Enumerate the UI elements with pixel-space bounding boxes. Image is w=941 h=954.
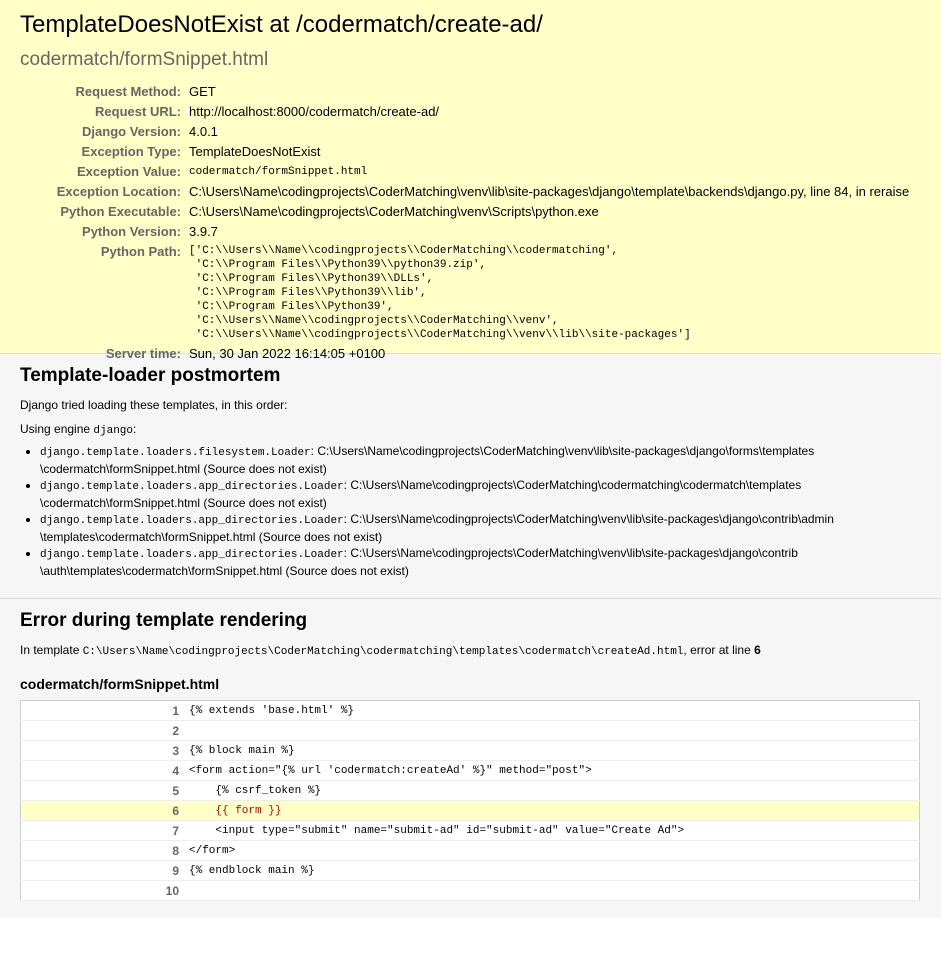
table-row [21,761,920,781]
render-heading: Error during template rendering [20,610,308,631]
meta-row [20,202,909,222]
intro-middle: , error at line [683,643,755,657]
table-row [21,701,920,721]
line-number: 4 [21,761,186,781]
python-path-value: ['C:\\Users\\Name\\codingprojects\\CoderMatching\\codermatching', 'C:\\Program Files\\Python39\\python39.zip', 'C:\\Program Files\\Python39\\DLLs', 'C:\\Program Files\\Python39\\lib', 'C:\\Program Files\\Python39', 'C:\\Users\\Name\\codingprojects\\CoderMatching\\venv', 'C:\\Users\\Name\\codingprojects\\CoderMatching\\venv\\lib\\site-packages'] [189,245,691,341]
meta-row [20,102,909,122]
meta-value: 3.9.7 [189,224,218,239]
loader-path-cont: \codermatch\formSnippet.html (Source does not exist) [40,462,327,476]
engine-prefix: Using engine [20,422,94,436]
code-line: {% block main %} [185,741,920,761]
meta-label: Django Version: [82,124,181,139]
line-number: 9 [21,861,186,881]
meta-label: Request URL: [95,104,181,119]
loader-path-cont: \codermatch\formSnippet.html (Source does not exist) [40,496,327,510]
loader-path-cont: \auth\templates\codermatch\formSnippet.html (Source does not exist) [40,564,409,578]
loader-path: C:\Users\Name\codingprojects\CoderMatching\codermatching\codermatch\templates [350,478,802,492]
template-render-section [0,599,941,918]
exception-subtitle: codermatch/formSnippet.html [20,49,269,70]
loader-list [20,443,921,579]
meta-value: Sun, 30 Jan 2022 16:14:05 +0100 [189,346,386,361]
loader-class: django.template.loaders.app_directories.Loader [40,549,344,561]
table-row [21,881,920,901]
code-line [185,881,920,901]
meta-label: Python Executable: [60,204,181,219]
meta-row [20,222,909,242]
code-line: </form> [185,841,920,861]
meta-value: C:\Users\Name\codingprojects\CoderMatching\venv\lib\site-packages\django\template\backends\django.py, line 84, in reraise [189,184,910,199]
loader-class: django.template.loaders.app_directories.Loader [40,481,344,493]
exception-value: codermatch/formSnippet.html [189,166,368,178]
line-number: 10 [21,881,186,901]
table-row [21,741,920,761]
engine-name: django [93,425,133,437]
meta-row [20,142,909,162]
list-item [40,477,921,511]
engine-line [20,422,921,437]
line-number: 7 [21,821,186,841]
table-row [21,841,920,861]
line-number: 1 [21,701,186,721]
meta-label: Exception Type: [81,144,181,159]
request-meta-table [20,82,909,364]
meta-value: GET [189,84,216,99]
error-row [21,801,920,821]
render-intro [20,643,921,658]
table-row [21,721,920,741]
loader-class: django.template.loaders.filesystem.Loader [40,447,311,459]
meta-row [20,162,909,182]
meta-row [20,122,909,142]
list-item [40,511,921,545]
list-item [40,545,921,579]
meta-value: 4.0.1 [189,124,218,139]
line-number: 8 [21,841,186,861]
page-title: TemplateDoesNotExist at /codermatch/create-ad/ [20,11,543,38]
meta-row [20,82,909,102]
engine-suffix: : [133,422,137,436]
meta-value: http://localhost:8000/codermatch/create-ad/ [189,104,440,119]
source-code-table [20,700,920,901]
loader-path-cont: \templates\codermatch\formSnippet.html (Source does not exist) [40,530,383,544]
code-line: <input type="submit" name="submit-ad" id="submit-ad" value="Create Ad"> [185,821,920,841]
meta-value: TemplateDoesNotExist [189,144,321,159]
list-item [40,443,921,477]
source-file-heading: codermatch/formSnippet.html [20,676,220,692]
meta-row [20,242,909,344]
table-row [21,861,920,881]
code-line: <form action="{% url 'codermatch:createAd' %}" method="post"> [185,761,920,781]
separator: : [343,478,351,492]
loader-path: C:\Users\Name\codingprojects\CoderMatching\venv\lib\site-packages\django\contrib [350,546,798,560]
template-path: C:\Users\Name\codingprojects\CoderMatching\codermatching\templates\codermatch\createAd.html [82,646,684,658]
loader-path: C:\Users\Name\codingprojects\CoderMatching\venv\lib\site-packages\django\forms\templates [317,444,815,458]
line-number: 2 [21,721,186,741]
separator: : [310,444,318,458]
separator: : [343,546,351,560]
loader-heading: Template-loader postmortem [20,365,281,386]
line-number: 5 [21,781,186,801]
separator: : [343,512,351,526]
intro-prefix: In template [20,643,83,657]
table-row [21,781,920,801]
template-loader-section [0,354,941,599]
code-line: {% csrf_token %} [185,781,920,801]
line-number: 3 [21,741,186,761]
code-line [185,721,920,741]
code-line: {% extends 'base.html' %} [185,701,920,721]
meta-label: Request Method: [75,84,181,99]
meta-label: Exception Location: [56,184,181,199]
meta-label: Python Version: [82,224,181,239]
meta-label: Exception Value: [76,164,181,179]
error-code-line: {{ form }} [185,801,920,821]
loader-intro: Django tried loading these templates, in this order: [20,398,288,412]
summary-section [0,0,941,361]
loader-path: C:\Users\Name\codingprojects\CoderMatching\venv\lib\site-packages\django\contrib\admin [350,512,834,526]
meta-value: C:\Users\Name\codingprojects\CoderMatching\venv\Scripts\python.exe [189,204,599,219]
meta-label: Server time: [105,346,181,361]
table-row [21,821,920,841]
meta-label: Python Path: [100,244,181,259]
meta-row [20,182,909,202]
error-line-number: 6 [754,643,761,657]
loader-class: django.template.loaders.app_directories.Loader [40,515,344,527]
code-line: {% endblock main %} [185,861,920,881]
line-number: 6 [21,801,186,821]
